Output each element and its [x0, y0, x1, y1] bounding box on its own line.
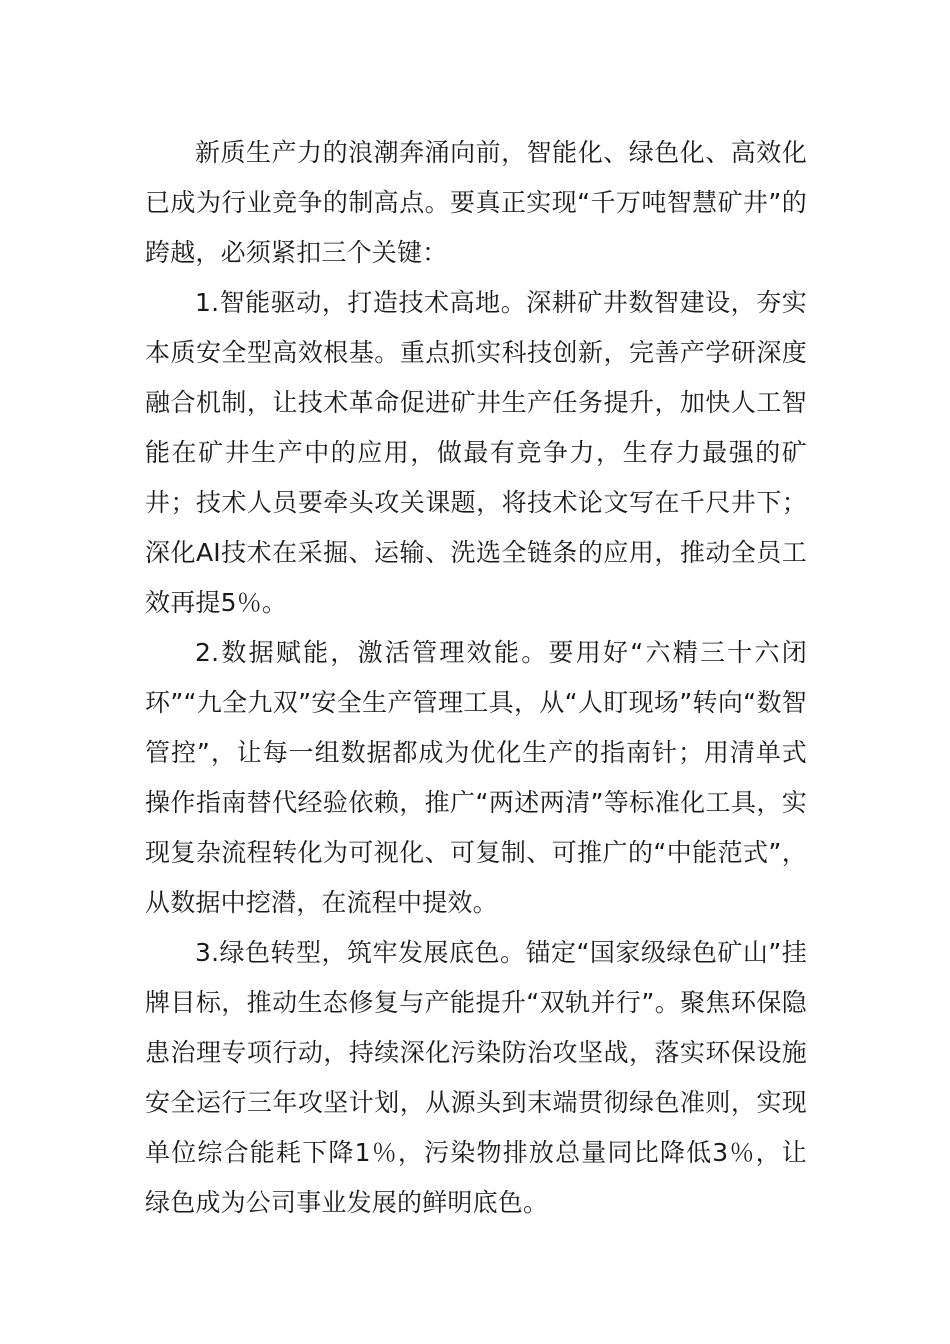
- document-body: [145, 128, 807, 1228]
- point-two-paragraph: 2.数据赋能，激活管理效能。要用好“六精三十六闭环”“九全九双”安全生产管理工具，从“人盯现场”转向“数智管控”，让每一组数据都成为优化生产的指南针；用清单式操作指南替代经验依赖，推广“两述两清”等标准化工具，实现复杂流程转化为可视化、可复制、可推广的“中能范式”，从数据中挖潜，在流程中提效。: [145, 638, 807, 917]
- point-three-paragraph: 3.绿色转型，筑牢发展底色。锚定“国家级绿色矿山”挂牌目标，推动生态修复与产能提升“双轨并行”。聚焦环保隐患治理专项行动，持续深化污染防治攻坚战，落实环保设施安全运行三年攻坚计划，从源头到末端贯彻绿色准则，实现单位综合能耗下降1％，污染物排放总量同比降低3％，让绿色成为公司事业发展的鲜明底色。: [145, 938, 807, 1217]
- point-one-paragraph: 1.智能驱动，打造技术高地。深耕矿井数智建设，夯实本质安全型高效根基。重点抓实科技创新，完善产学研深度融合机制，让技术革命促进矿井生产任务提升，加快人工智能在矿井生产中的应用，做最有竞争力，生存力最强的矿井；技术人员要牵头攻关课题，将技术论文写在千尺井下；深化AI技术在采掘、运输、洗选全链条的应用，推动全员工效再提5％。: [145, 288, 807, 617]
- intro-paragraph: 新质生产力的浪潮奔涌向前，智能化、绿色化、高效化已成为行业竞争的制高点。要真正实现“千万吨智慧矿井”的跨越，必须紧扣三个关键：: [145, 138, 807, 267]
